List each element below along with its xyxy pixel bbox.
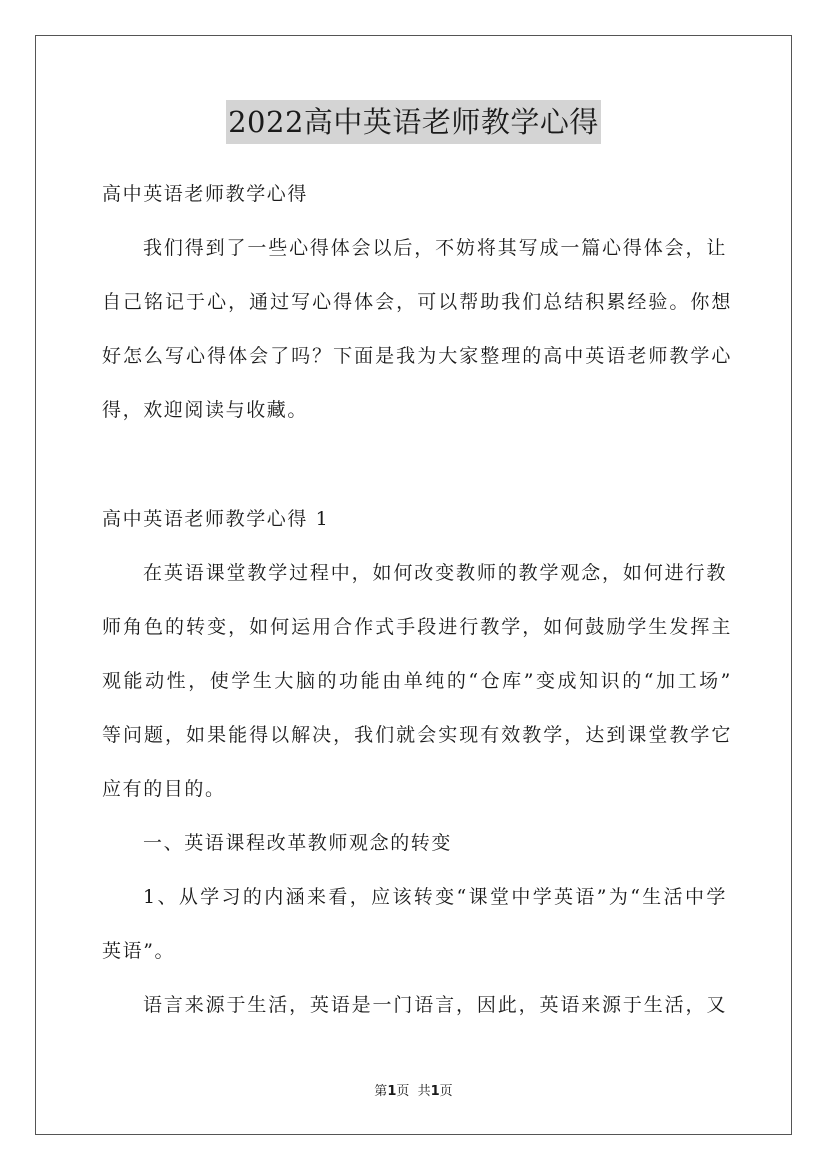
- paragraph-line: 我们得到了一些心得体会以后，不妨将其写成一篇心得体会，让: [143, 237, 727, 259]
- section-heading: 高中英语老师教学心得 1: [102, 508, 330, 530]
- paragraph-line: 好怎么写心得体会了吗？下面是我为大家整理的高中英语老师教学心: [102, 345, 732, 367]
- subsection-heading: 一、英语课程改革教师观念的转变: [143, 832, 453, 854]
- paragraph-line: 观能动性，使学生大脑的功能由单纯的“仓库”变成知识的“加工场”: [102, 670, 732, 692]
- paragraph-line: 在英语课堂教学过程中，如何改变教师的教学观念，如何进行教: [143, 562, 727, 584]
- paragraph-line: 师角色的转变，如何运用合作式手段进行教学，如何鼓励学生发挥主: [102, 616, 732, 638]
- paragraph-line: 自己铭记于心，通过写心得体会，可以帮助我们总结积累经验。你想: [102, 291, 732, 313]
- footer-page-total: 1: [430, 1084, 440, 1099]
- footer-page-mid: 页 共: [396, 1084, 431, 1099]
- section-heading: 高中英语老师教学心得: [102, 183, 309, 205]
- page-footer: [0, 1083, 827, 1101]
- paragraph-line: 1、从学习的内涵来看，应该转变“课堂中学英语”为“生活中学: [143, 886, 727, 908]
- footer-page-prefix: 第: [374, 1084, 388, 1099]
- paragraph-line: 等问题，如果能得以解决，我们就会实现有效教学，达到课堂教学它: [102, 724, 732, 746]
- paragraph-line: 语言来源于生活，英语是一门语言，因此，英语来源于生活，又: [143, 994, 727, 1016]
- paragraph-line: 得，欢迎阅读与收藏。: [102, 399, 309, 421]
- footer-page-suffix: 页: [439, 1084, 453, 1099]
- document-title: 2022高中英语老师教学心得: [226, 100, 601, 144]
- title-wrap: [0, 100, 827, 144]
- footer-page-current: 1: [387, 1084, 397, 1099]
- paragraph-line: 英语”。: [102, 940, 176, 962]
- paragraph-line: 应有的目的。: [102, 778, 226, 800]
